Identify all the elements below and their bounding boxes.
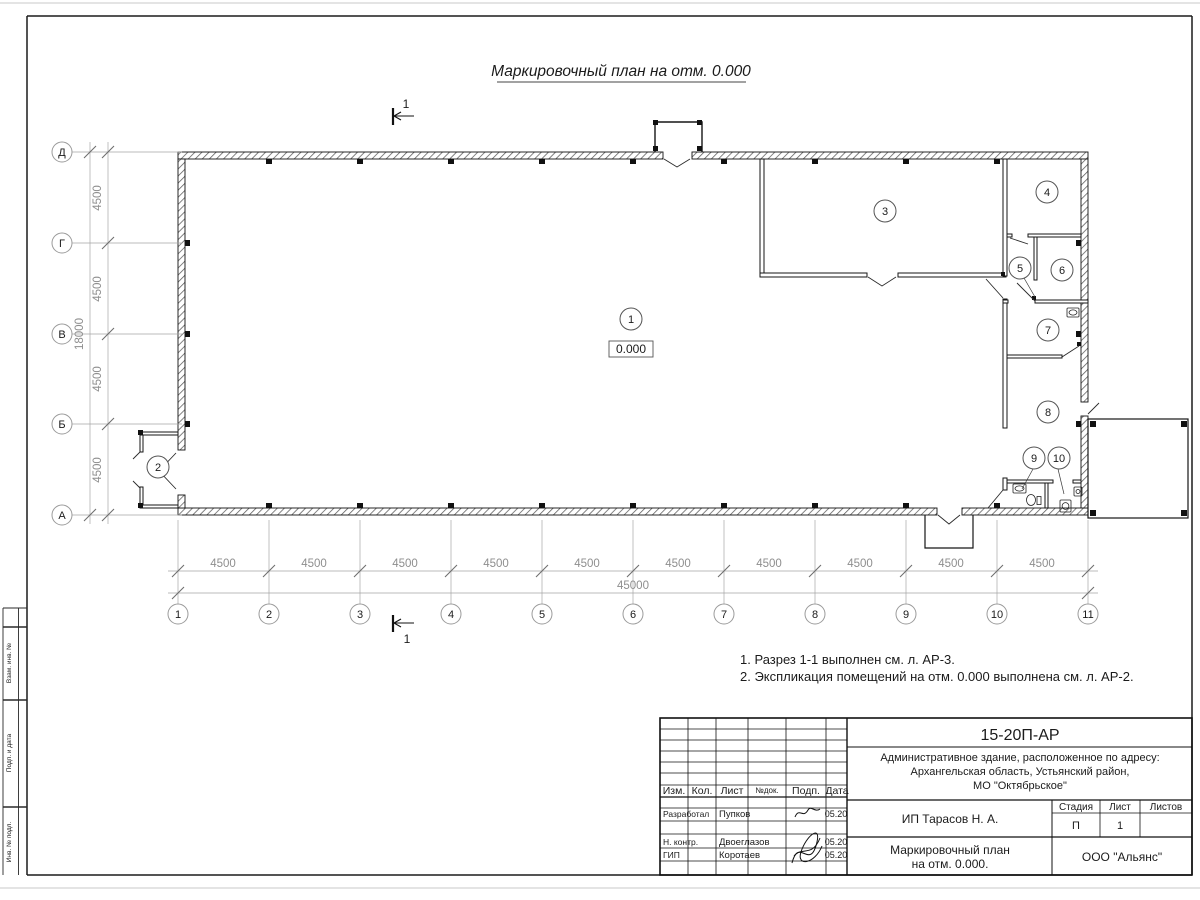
axis-col-label: 8 xyxy=(811,609,819,621)
tb-object-1: Административное здание, расположенное по адресу: xyxy=(880,752,1160,764)
dim-col: 4500 xyxy=(847,558,873,570)
section-label-top: 1 xyxy=(402,97,410,111)
room-number: 9 xyxy=(1030,453,1038,465)
tb-header-izm: Изм. xyxy=(662,785,686,797)
dim-col: 4500 xyxy=(756,558,782,570)
axis-row-label: В xyxy=(58,329,66,341)
room-number: 3 xyxy=(881,206,889,218)
axis-col-label: 4 xyxy=(447,609,455,621)
dim-col: 4500 xyxy=(665,558,691,570)
axis-row-label: Д xyxy=(58,147,66,159)
tb-header-list: Лист xyxy=(720,785,744,797)
outer-walls xyxy=(178,152,1088,515)
signatures xyxy=(792,808,822,863)
tb-role-2: Н. контр. xyxy=(663,837,699,847)
axis-col-label: 11 xyxy=(1082,609,1094,621)
entrance-porch-bottom xyxy=(925,515,973,548)
entrance-porch-top-columns xyxy=(653,120,702,151)
axis-col-label: 1 xyxy=(174,609,182,621)
side-platform xyxy=(1088,419,1188,518)
tb-header-sheet: Лист xyxy=(1109,802,1131,813)
tb-date-1: 05.20 xyxy=(824,809,848,819)
room-number: 4 xyxy=(1043,187,1051,199)
axis-col-label: 3 xyxy=(356,609,364,621)
room-markers xyxy=(147,181,1073,478)
dim-col: 4500 xyxy=(938,558,964,570)
wall-pilasters xyxy=(185,159,1081,508)
elevation-value: 0.000 xyxy=(615,342,647,356)
axis-col-label: 10 xyxy=(990,609,1004,621)
tb-doc-number: 15-20П-АР xyxy=(980,727,1060,744)
axis-row-label: Г xyxy=(59,238,65,250)
tb-object-3: МО "Октябрьское" xyxy=(973,780,1067,792)
axis-col-label: 9 xyxy=(902,609,910,621)
tb-drawing-title-1: Маркировочный план xyxy=(890,843,1010,857)
tb-client: ИП Тарасов Н. А. xyxy=(901,812,999,826)
door-frame-marks xyxy=(138,272,1081,508)
tb-date-3: 05.20 xyxy=(824,850,848,860)
tb-stadia-value: П xyxy=(1072,820,1080,832)
room-number: 8 xyxy=(1044,407,1052,419)
room-number: 6 xyxy=(1058,265,1066,277)
dim-col: 4500 xyxy=(392,558,418,570)
tb-sheet-value: 1 xyxy=(1116,820,1124,832)
dim-row-3: 4500 xyxy=(92,366,104,392)
note-2: 2. Экспликация помещений на отм. 0.000 выполнена см. л. АР-2. xyxy=(740,669,1134,684)
tb-name-3: Коротаев xyxy=(719,850,761,861)
room-number: 5 xyxy=(1016,263,1024,275)
room-number: 2 xyxy=(154,462,162,474)
note-1: 1. Разрез 1-1 выполнен см. л. АР-3. xyxy=(740,652,955,667)
dim-row-total: 18000 xyxy=(74,318,86,350)
tb-header-stadia: Стадия xyxy=(1058,802,1094,813)
tb-name-2: Двоеглазов xyxy=(719,837,770,848)
tb-role-3: ГИП xyxy=(663,850,680,860)
plan-title: Маркировочный план на отм. 0.000 xyxy=(491,63,751,80)
axis-col-label: 7 xyxy=(720,609,728,621)
tb-header-ndok: №док. xyxy=(755,786,779,795)
section-label-bottom: 1 xyxy=(403,632,411,646)
tb-header-kol: Кол. xyxy=(691,785,713,797)
dim-col: 4500 xyxy=(483,558,509,570)
dim-row-2: 4500 xyxy=(92,276,104,302)
axis-row-label: Б xyxy=(58,419,66,431)
side-platform-columns xyxy=(1090,421,1187,516)
section-mark-bottom xyxy=(393,615,414,632)
dim-row-1: 4500 xyxy=(92,185,104,211)
dim-col: 4500 xyxy=(1029,558,1055,570)
tb-name-1: Пупков xyxy=(719,809,751,820)
dim-col: 4500 xyxy=(210,558,236,570)
dim-col-total: 45000 xyxy=(617,580,649,592)
axis-col-label: 5 xyxy=(538,609,546,621)
room-number: 7 xyxy=(1044,325,1052,337)
tb-header-podp: Подп. xyxy=(792,785,820,797)
dim-row-4: 4500 xyxy=(92,457,104,483)
tb-role-1: Разработал xyxy=(663,809,710,819)
frame-label-inv: Инв. № подл. xyxy=(6,821,13,863)
room-number: 10 xyxy=(1052,453,1066,465)
room-number: 1 xyxy=(627,314,635,326)
tb-header-data: Дата xyxy=(825,785,849,797)
entrance-porch-top xyxy=(655,122,702,152)
frame-label-podp: Подп. и дата xyxy=(6,733,13,773)
tb-header-sheets: Листов xyxy=(1149,802,1183,813)
tb-object-2: Архангельская область, Устьянский район, xyxy=(910,766,1130,778)
axis-col-label: 2 xyxy=(265,609,273,621)
axis-row-label: А xyxy=(58,510,66,522)
dim-col: 4500 xyxy=(301,558,327,570)
interior-walls xyxy=(140,159,1088,508)
tb-drawing-title-2: на отм. 0.000. xyxy=(911,857,989,871)
dim-col: 4500 xyxy=(574,558,600,570)
axis-col-label: 6 xyxy=(629,609,637,621)
tb-date-2: 05.20 xyxy=(824,837,848,847)
tb-company: ООО "Альянс" xyxy=(1081,850,1163,864)
frame-label-vzam: Взам. инв. № xyxy=(6,642,13,684)
